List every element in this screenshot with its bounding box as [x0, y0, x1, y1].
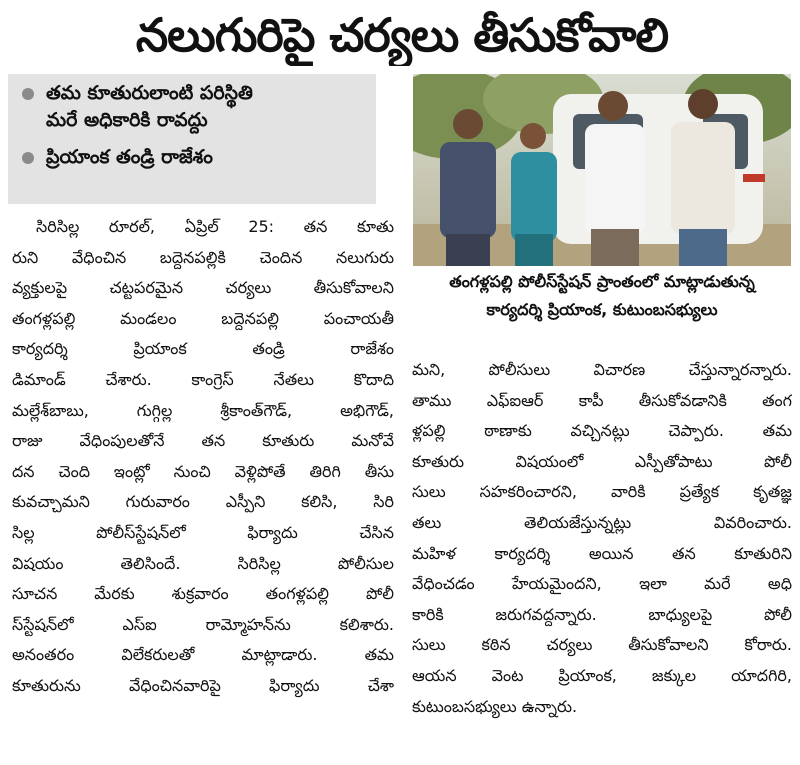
text-line: విషయం తెలిసిందే. సిరిసిల్ల పోలీసుల: [12, 553, 394, 573]
article-column-right: [412, 355, 792, 722]
text-line: సులు కఠిన చర్యలు తీసుకోవాలని కోరారు.: [412, 635, 792, 655]
highlight-line: తమ కూతురులాంటి పరిస్థితి: [46, 82, 253, 104]
news-photo: [413, 74, 791, 266]
text-line: దన చెంది ఇంట్లో నుంచి వెళ్లిపోతే తిరిగి తీసు: [12, 461, 394, 481]
caption-line: తంగళ్లపల్లి పోలీస్‌స్టేషన్ ప్రాంతంలో మాట్లాడుతున్న: [449, 272, 755, 291]
text-line: సిరిసిల్ల రూరల్, ఏప్రిల్ 25: తన కూతు: [36, 217, 394, 236]
bullet-icon: [22, 88, 34, 100]
text-line: రాజు వేధింపులతోనే తన కూతురు మనోవే: [12, 431, 394, 451]
caption-line: కార్యదర్శి ప్రియాంక, కుటుంబసభ్యులు: [486, 300, 718, 319]
text-line: కూతురు విషయంలో ఎస్పీతోపాటు పోలీ: [412, 451, 792, 471]
highlight-item: [22, 80, 368, 134]
text-line: రుని వేధించిన బద్దెనపల్లికి చెందిన నలుగురు: [12, 247, 394, 267]
headline: నలుగురిపై చర్యలు తీసుకోవాలి: [135, 8, 669, 62]
text-line: కారికి జరుగవద్దన్నారు. బాధ్యులపై పోలీ: [412, 604, 792, 624]
text-line: స్‌స్టేషన్‌లో ఎస్‌ఐ రామ్మోహన్‌ను కలిశారు.: [12, 614, 394, 634]
text-line: తలు తెలియజేస్తున్నట్లు వివరించారు.: [412, 512, 792, 532]
text-line: వ్యక్తులపై చట్టపరమైన చర్యలు తీసుకోవాలని: [12, 278, 394, 298]
text-line: సిల్ల పోలీస్‌స్టేషన్‌లో ఫిర్యాదు చేసిన: [12, 522, 394, 542]
photo-caption: [410, 268, 794, 324]
text-line: ళ్లపల్లి ఠాణాకు వచ్చినట్లు చెప్పారు. తమ: [412, 421, 792, 441]
highlight-text: [46, 80, 253, 134]
highlights-box: [8, 74, 376, 204]
text-line: మల్లేశ్‌బాబు, గుగ్గిల్ల శ్రీకాంత్‌గౌడ్, అభిగౌడ్,: [12, 400, 394, 420]
text-line: కువచ్చామని గురువారం ఎస్పీని కలిసి, సిరి: [12, 492, 394, 512]
text-line: డిమాండ్ చేశారు. కాంగ్రెస్ నేతలు కొదాది: [12, 369, 394, 389]
highlight-item: [22, 144, 368, 171]
text-line: కుటుంబసభ్యులు ఉన్నారు.: [412, 696, 578, 716]
text-line: మహిళ కార్యదర్శి అయిన తన కూతురిని: [412, 543, 792, 563]
text-line: కూతురును వేధించినవారిపై ఫిర్యాదు చేశా: [12, 675, 394, 695]
text-line: అనంతరం విలేకరులతో మాట్లాడారు. తమ: [12, 645, 394, 665]
text-line: ఆయన వెంట ప్రియాంక, జక్కుల యాదగిరి,: [412, 665, 792, 685]
text-line: సూచన మేరకు శుక్రవారం తంగళ్లపల్లి పోలీ: [12, 584, 394, 604]
text-line: తాము ఎఫ్‌ఐఆర్ కాపీ తీసుకోవడానికి తంగ: [412, 390, 792, 410]
text-line: కార్యదర్శి ప్రియాంక తండ్రి రాజేశం: [12, 339, 394, 359]
highlight-line: మరే అధికారికి రావద్దు: [46, 109, 208, 131]
text-line: మని, పోలీసులు విచారణ చేస్తున్నారన్నారు.: [412, 360, 792, 379]
article-column-left: [12, 212, 394, 702]
text-line: సులు సహకరించారని, వారికి ప్రత్యేక కృతజ్ఞ: [412, 482, 792, 502]
highlight-line: ప్రియాంక తండ్రి రాజేశం: [46, 146, 213, 168]
text-line: తంగళ్లపల్లి మండలం బద్దెనపల్లి పంచాయతీ: [12, 308, 394, 328]
bullet-icon: [22, 152, 34, 164]
text-line: వేధించడం హేయమైందని, ఇలా మరే అధి: [412, 574, 792, 594]
highlight-text: [46, 144, 213, 171]
